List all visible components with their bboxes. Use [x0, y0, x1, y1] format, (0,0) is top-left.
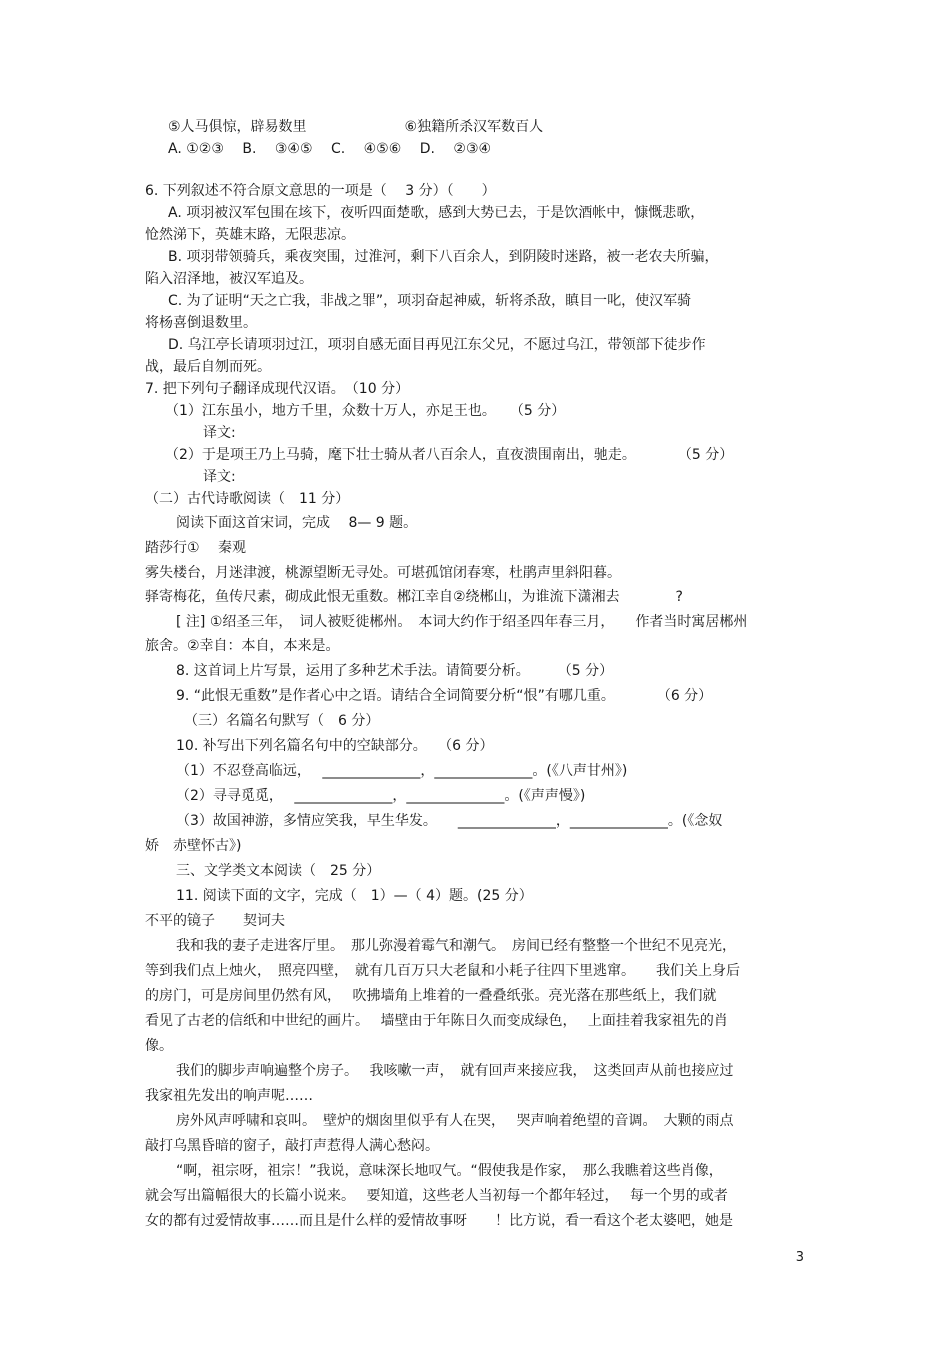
text-line: 房外风声呼啸和哀叫。 壁炉的烟囱里似乎有人在哭， 哭声响着绝望的音调。 大颗的雨点: [176, 1113, 734, 1129]
text-line: 驿寄梅花，鱼传尺素，砌成此恨无重数。郴江幸自②绕郴山，为谁流下潇湘去 ?: [145, 589, 683, 605]
text-line: 三、文学类文本阅读（ 25 分）: [176, 863, 381, 879]
text-line: [ 注] ①绍圣三年， 词人被贬徙郴州。 本词大约作于绍圣四年春三月， 作者当时寓居郴州: [176, 614, 748, 630]
text-line: （1）不忍登高临远， ______________，______________。(《八声甘州》): [176, 763, 628, 779]
text-line: A. ①②③ B. ③④⑤ C. ④⑤⑥ D. ②③④: [168, 141, 492, 157]
text-line: 6. 下列叙述不符合原文意思的一项是（ 3 分）（ ）: [145, 183, 496, 199]
text-line: 译文:: [203, 469, 236, 485]
text-line: A. 项羽被汉军包围在垓下，夜听四面楚歌，感到大势已去，于是饮酒帐中，慷慨悲歌，: [168, 205, 705, 221]
text-line: 不平的镜子 契诃夫: [145, 913, 285, 929]
page-number: 3: [795, 1250, 804, 1265]
text-line: ⑤人马俱惊，辟易数里 ⑥独籍所杀汉军数百人: [168, 119, 544, 135]
text-line: D. 乌江亭长请项羽过江，项羽自感无面目再见江东父兄，不愿过乌江，带领部下徒步作: [168, 337, 706, 353]
text-line: B. 项羽带领骑兵，乘夜突围，过淮河，剩下八百余人，到阴陵时迷路，被一老农夫所骗，: [168, 249, 719, 265]
text-line: 9. “此恨无重数”是作者心中之语。请结合全词简要分析“恨”有哪几重。 （6 分）: [176, 688, 713, 704]
text-line: 敲打乌黑昏暗的窗子，敲打声惹得人满心愁闷。: [145, 1138, 439, 1154]
text-line: 踏莎行① 秦观: [145, 540, 247, 556]
text-line: 娇 赤壁怀古》): [145, 838, 242, 854]
text-line: 怆然涕下，英雄末路，无限悲凉。: [145, 227, 355, 243]
text-line: 7. 把下列句子翻译成现代汉语。 （10 分）: [145, 381, 410, 397]
text-line: “啊，祖宗呀，祖宗！”我说，意味深长地叹气。“假使我是作家， 那么我瞧着这些肖像，: [176, 1163, 723, 1179]
text-line: 我们的脚步声响遍整个房子。 我咳嗽一声， 就有回声来接应我， 这类回声从前也接应过: [176, 1063, 734, 1079]
text-line: 的房门，可是房间里仍然有风， 吹拂墙角上堆着的一叠叠纸张。亮光落在那些纸上，我们就: [145, 988, 717, 1004]
text-line: 10. 补写出下列名篇名句中的空缺部分。 （6 分）: [176, 738, 494, 754]
text-line: 8. 这首词上片写景，运用了多种艺术手法。请简要分析。 （5 分）: [176, 663, 614, 679]
text-line: 译文:: [203, 425, 236, 441]
text-line: 陷入沼泽地，被汉军追及。: [145, 271, 313, 287]
text-line: 像。: [145, 1038, 173, 1054]
text-line: （1）江东虽小，地方千里，众数十万人，亦足王也。 （5 分）: [165, 403, 566, 419]
text-line: 等到我们点上烛火， 照亮四壁， 就有几百万只大老鼠和小耗子往四下里逃窜。 我们关上身后: [145, 963, 740, 979]
text-line: 将杨喜倒退数里。: [145, 315, 257, 331]
text-line: 我家祖先发出的响声呢……: [145, 1088, 313, 1104]
text-line: 战，最后自刎而死。: [145, 359, 271, 375]
text-line: 看见了古老的信纸和中世纪的画片。 墙壁由于年陈日久而变成绿色， 上面挂着我家祖先的肖: [145, 1013, 728, 1029]
text-line: C. 为了证明“天之亡我，非战之罪”，项羽奋起神威，斩将杀敌，瞋目一叱，使汉军骑: [168, 293, 692, 309]
text-line: （2）于是项王乃上马骑，麾下壮士骑从者八百余人，直夜溃围南出，驰走。 （5 分）: [165, 447, 734, 463]
text-line: （三）名篇名句默写（ 6 分）: [184, 713, 380, 729]
text-line: 雾失楼台，月迷津渡，桃源望断无寻处。可堪孤馆闭春寒，杜鹃声里斜阳暮。: [145, 565, 621, 581]
text-line: 女的都有过爱情故事……而且是什么样的爱情故事呀 ！比方说，看一看这个老太婆吧，她是: [145, 1213, 733, 1229]
text-line: （二）古代诗歌阅读（ 11 分）: [145, 491, 350, 507]
text-line: 旅舍。②幸自：本自，本来是。: [145, 638, 340, 654]
text-line: 我和我的妻子走进客厅里。 那儿弥漫着霉气和潮气。 房间已经有整整一个世纪不见亮光，: [176, 938, 736, 954]
text-line: 就会写出篇幅很大的长篇小说来。 要知道，这些老人当初每一个都年轻过， 每一个男的或者: [145, 1188, 728, 1204]
text-line: （3）故国神游，多情应笑我，早生华发。 ______________，______________。(《念奴: [176, 813, 723, 829]
text-line: （2）寻寻觅觅， ______________，______________。(《声声慢》): [176, 788, 586, 804]
text-line: 11. 阅读下面的文字，完成（ 1）—（ 4）题。(25 分）: [176, 888, 533, 904]
text-line: 阅读下面这首宋词，完成 8— 9 题。: [176, 515, 418, 531]
